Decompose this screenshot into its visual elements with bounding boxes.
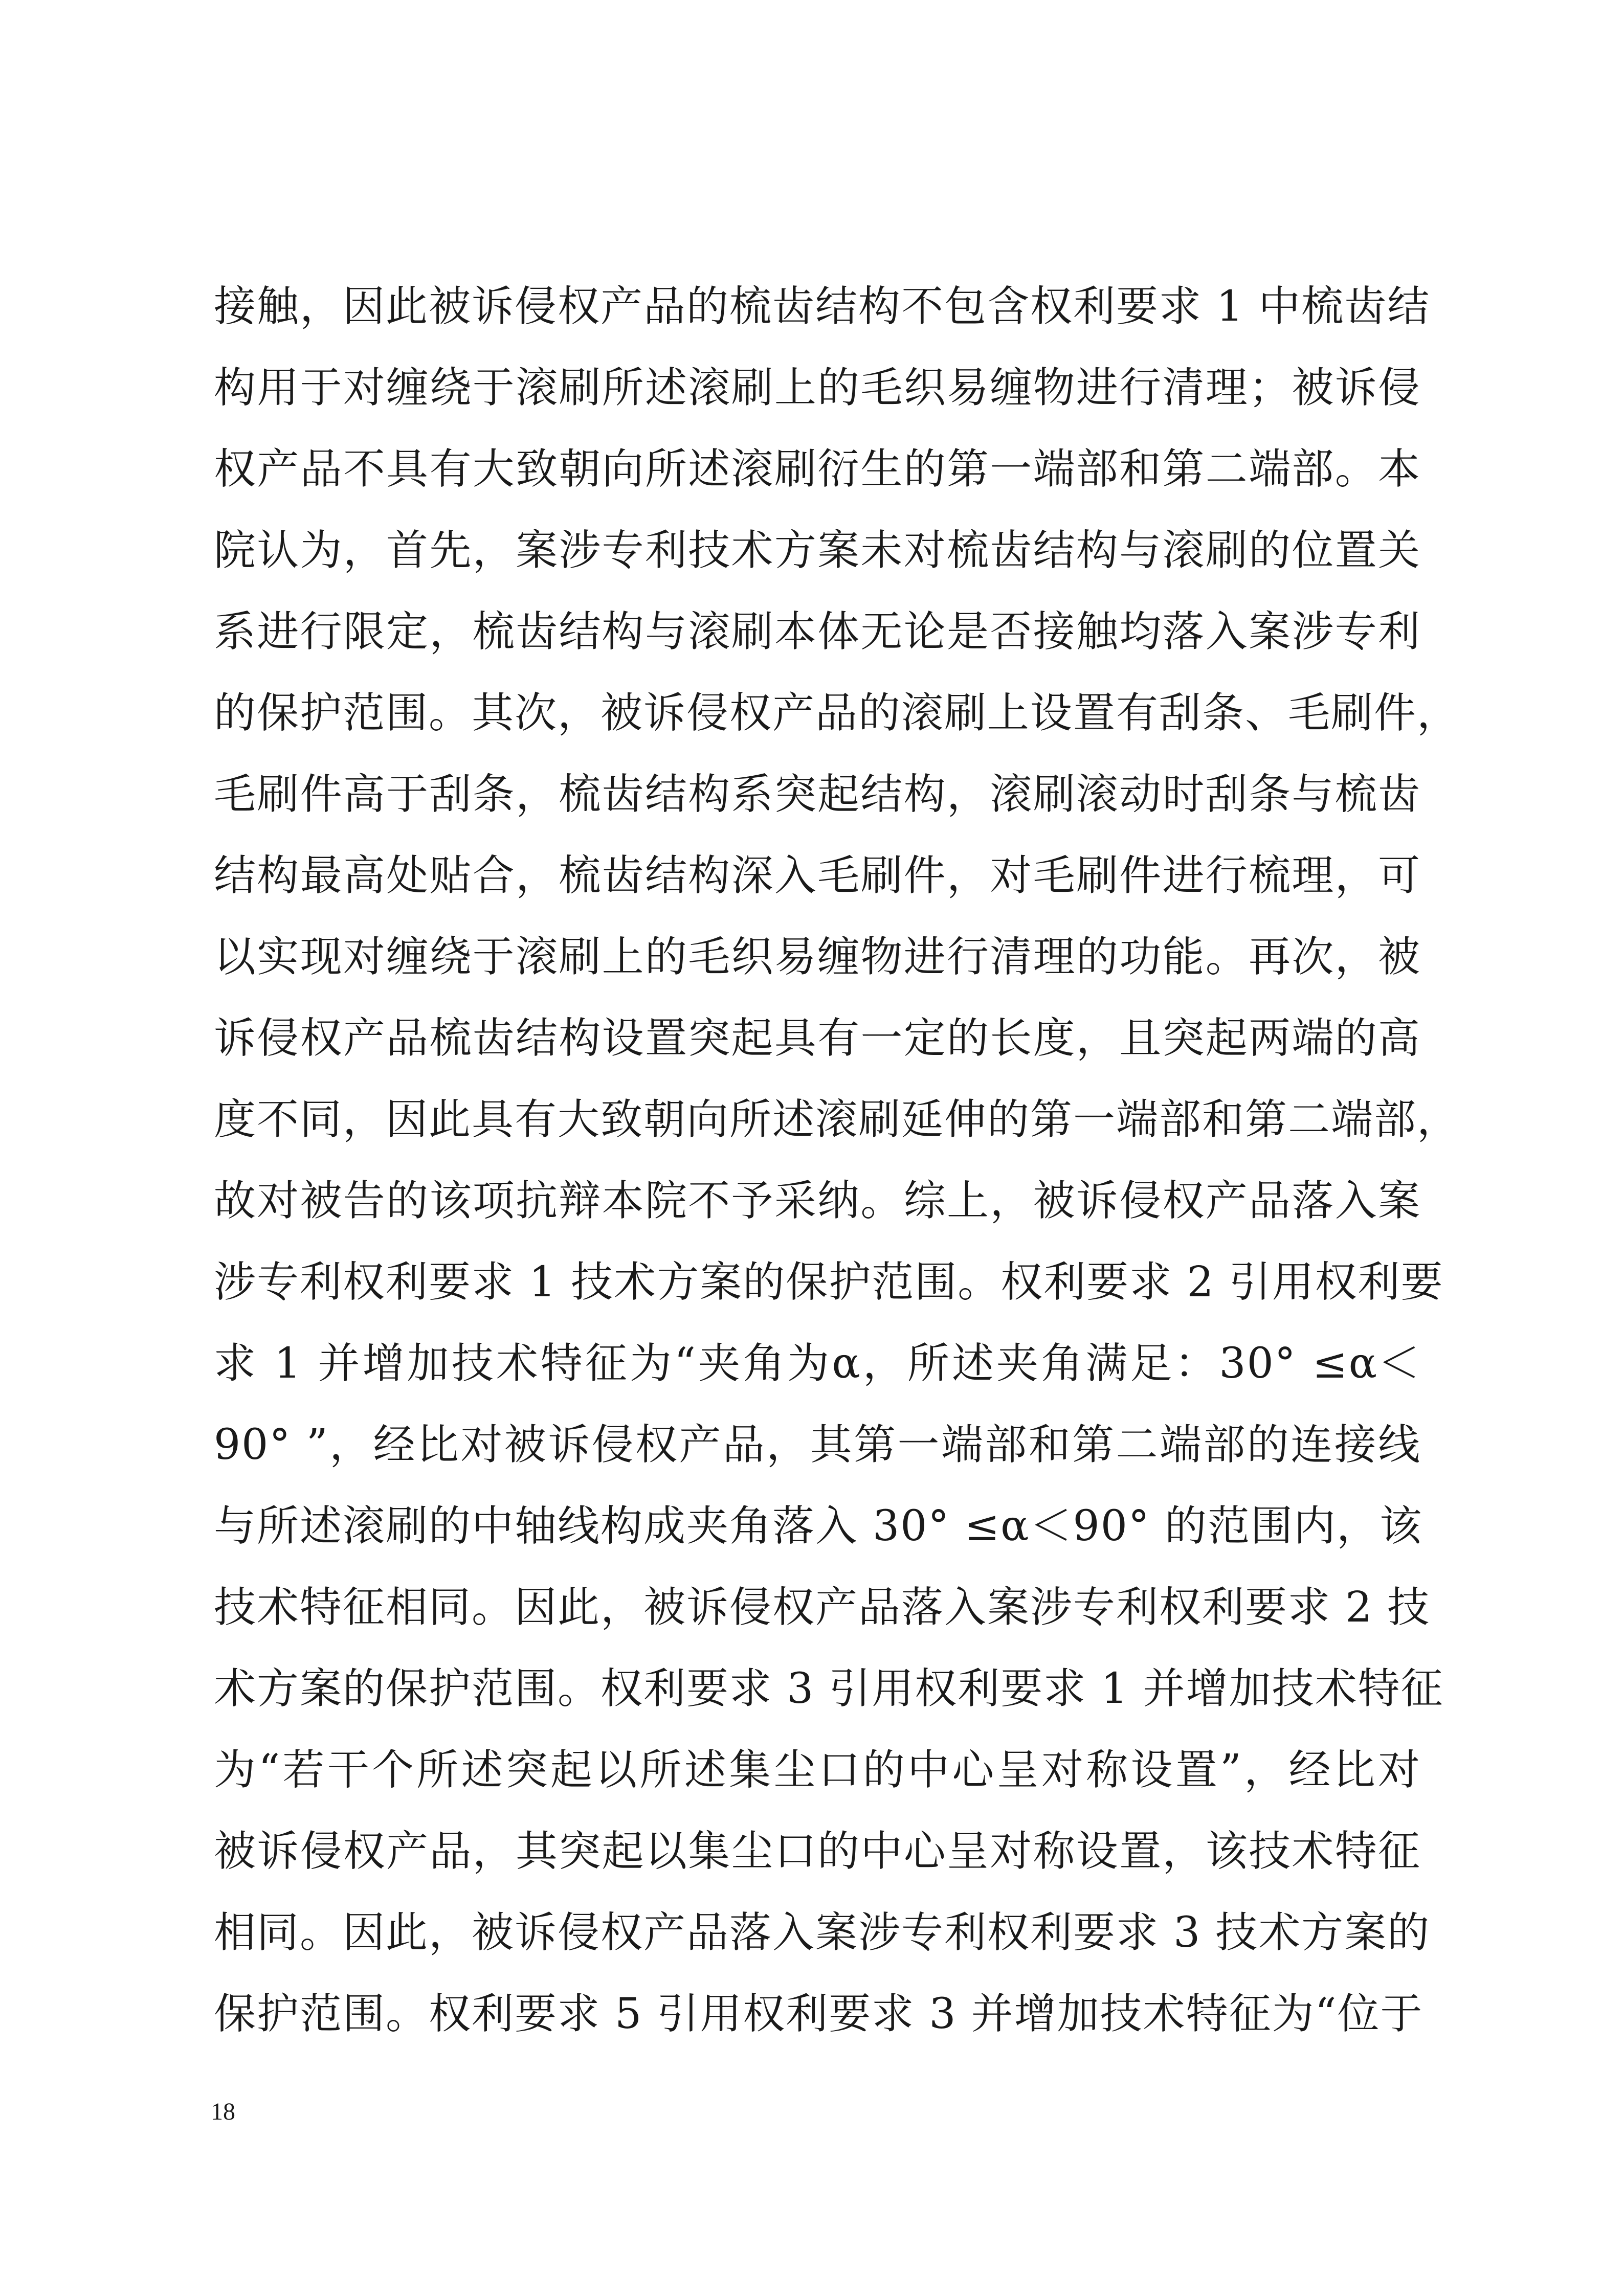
text-line: 故对被告的该项抗辩本院不予采纳。综上，被诉侵权产品落入案 — [214, 1177, 1421, 1225]
text-line: 求 1 并增加技术特征为“夹角为α，所述夹角满足：30° ≤α＜ — [214, 1339, 1421, 1388]
text-line: 与所述滚刷的中轴线构成夹角落入 30° ≤α＜90° 的范围内，该 — [214, 1502, 1422, 1550]
text-line: 为“若干个所述突起以所述集尘口的中心呈对称设置”，经比对 — [214, 1746, 1421, 1794]
text-line: 以实现对缠绕于滚刷上的毛织易缠物进行清理的功能。再次，被 — [214, 933, 1421, 981]
text-line: 保护范围。权利要求 5 引用权利要求 3 并增加技术特征为“位于 — [214, 1990, 1423, 2038]
page-number: 18 — [211, 2098, 235, 2125]
text-line: 接触，因此被诉侵权产品的梳齿结构不包含权利要求 1 中梳齿结 — [214, 282, 1431, 331]
body-text — [214, 266, 1460, 2055]
text-line: 度不同，因此具有大致朝向所述滚刷延伸的第一端部和第二端部， — [214, 1095, 1460, 1144]
text-line: 被诉侵权产品，其突起以集尘口的中心呈对称设置，该技术特征 — [214, 1827, 1421, 1876]
text-line: 涉专利权利要求 1 技术方案的保护范围。权利要求 2 引用权利要 — [214, 1258, 1444, 1307]
text-line: 技术特征相同。因此，被诉侵权产品落入案涉专利权利要求 2 技 — [214, 1583, 1431, 1632]
text-line: 的保护范围。其次，被诉侵权产品的滚刷上设置有刮条、毛刷件， — [214, 689, 1460, 737]
text-line: 院认为，首先，案涉专利技术方案未对梳齿结构与滚刷的位置关 — [214, 526, 1421, 575]
text-line: 90° ”，经比对被诉侵权产品，其第一端部和第二端部的连接线 — [214, 1421, 1421, 1469]
text-line: 诉侵权产品梳齿结构设置突起具有一定的长度，且突起两端的高 — [214, 1014, 1421, 1063]
text-line: 权产品不具有大致朝向所述滚刷衍生的第一端部和第二端部。本 — [214, 445, 1421, 493]
text-line: 构用于对缠绕于滚刷所述滚刷上的毛织易缠物进行清理；被诉侵 — [214, 364, 1421, 412]
text-line: 结构最高处贴合，梳齿结构深入毛刷件，对毛刷件进行梳理，可 — [214, 851, 1421, 900]
text-line: 系进行限定，梳齿结构与滚刷本体无论是否接触均落入案涉专利 — [214, 607, 1421, 656]
text-line: 术方案的保护范围。权利要求 3 引用权利要求 1 并增加技术特征 — [214, 1664, 1444, 1713]
text-line: 毛刷件高于刮条，梳齿结构系突起结构，滚刷滚动时刮条与梳齿 — [214, 770, 1421, 819]
text-line: 相同。因此，被诉侵权产品落入案涉专利权利要求 3 技术方案的 — [214, 1908, 1431, 1957]
